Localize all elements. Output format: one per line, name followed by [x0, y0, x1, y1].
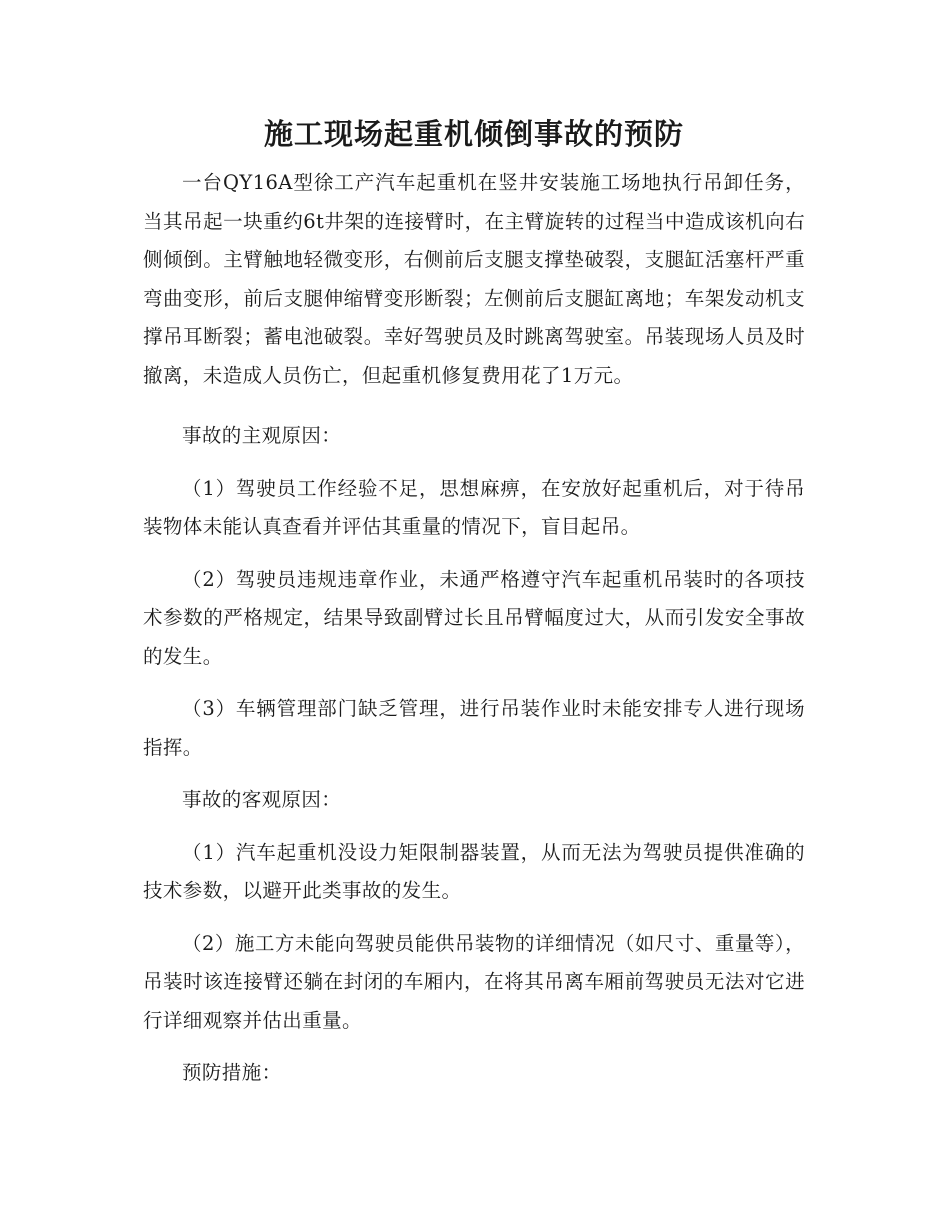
- objective-cause-1: （1）汽车起重机没设力矩限制器装置，从而无法为驾驶员提供准确的技术参数，以避开此类事故的发生。: [143, 840, 805, 902]
- incident-description-paragraph: 一台QY16A型徐工产汽车起重机在竖井安装施工场地执行吊卸任务，当其吊起一块重约6t井架的连接臂时，在主臂旋转的过程当中造成该机向右侧倾倒。主臂触地轻微变形，右侧前后支腿支撑垫破裂，支腿缸活塞杆严重弯曲变形，前后支腿伸缩臂变形断裂；左侧前后支腿缸离地；车架发动机支撑吊耳断裂；蓄电池破裂。幸好驾驶员及时跳离驾驶室。吊装现场人员及时撤离，未造成人员伤亡，但起重机修复费用花了1万元。: [143, 171, 805, 387]
- subjective-causes-heading: 事故的主观原因：: [182, 424, 342, 447]
- objective-causes-heading: 事故的客观原因：: [182, 788, 342, 811]
- subjective-cause-2: （2）驾驶员违规违章作业，未通严格遵守汽车起重机吊装时的各项技术参数的严格规定，结果导致副臂过长且吊臂幅度过大，从而引发安全事故的发生。: [143, 567, 805, 668]
- subjective-cause-1: （1）驾驶员工作经验不足，思想麻痹，在安放好起重机后，对于待吊装物体未能认真查看并评估其重量的情况下，盲目起吊。: [143, 476, 805, 538]
- document-title: 施工现场起重机倾倒事故的预防: [263, 117, 684, 151]
- prevention-heading: 预防措施：: [182, 1061, 282, 1084]
- document-page: [143, 110, 805, 1107]
- objective-cause-2: （2）施工方未能向驾驶员能供吊装物的详细情况（如尺寸、重量等），吊装时该连接臂还躺在封闭的车厢内，在将其吊离车厢前驾驶员无法对它进行详细观察并估出重量。: [143, 931, 805, 1032]
- subjective-cause-3: （3）车辆管理部门缺乏管理，进行吊装作业时未能安排专人进行现场指挥。: [143, 697, 805, 759]
